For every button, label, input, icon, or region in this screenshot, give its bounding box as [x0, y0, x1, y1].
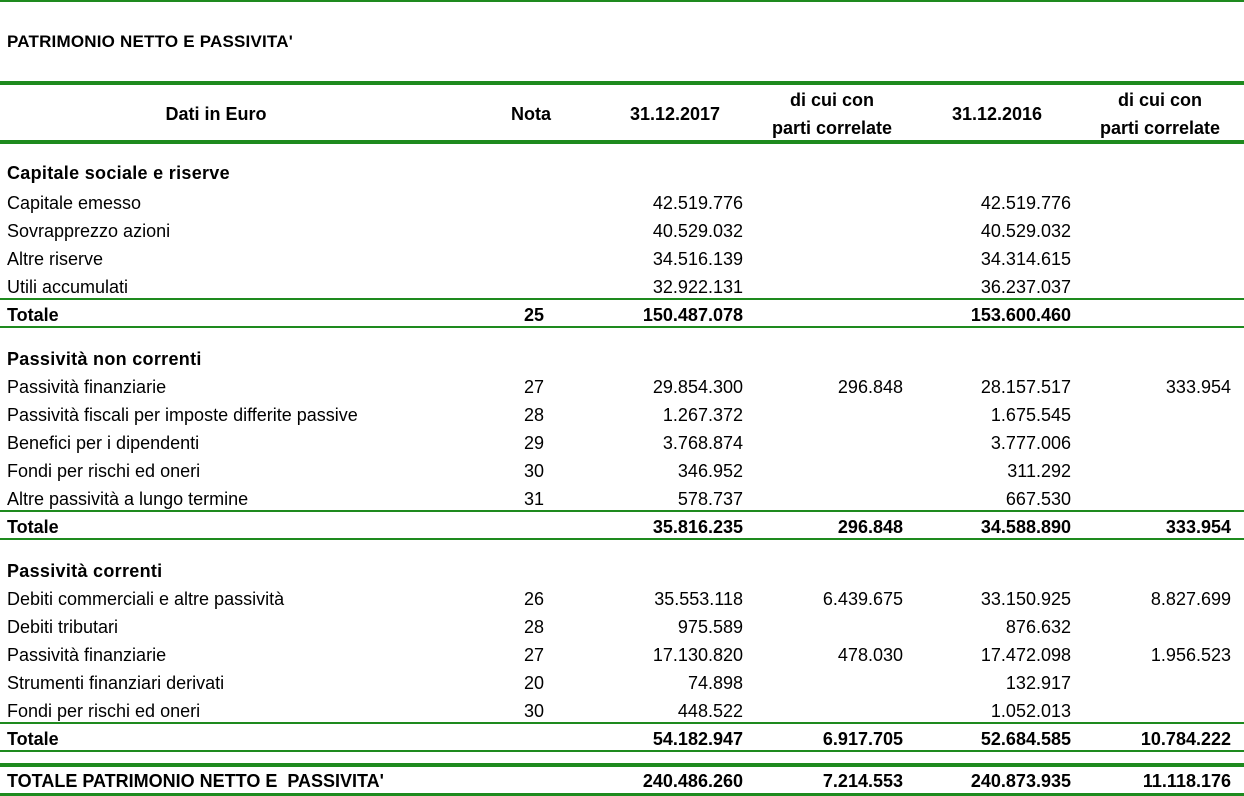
row-value-2016: 311.292: [1007, 461, 1071, 481]
total-label: Totale: [7, 305, 59, 325]
total-top-rule: [0, 298, 1244, 300]
grand-total-row: [0, 767, 1244, 795]
row-nota: 28: [523, 617, 544, 637]
row-nota: 30: [523, 461, 544, 481]
section-heading-label: Passività correnti: [7, 561, 163, 581]
row-value-2016: 3.777.006: [990, 433, 1071, 453]
row-value-2016: 33.150.925: [980, 589, 1071, 609]
row-label: Strumenti finanziari derivati: [7, 673, 225, 693]
table-row: [0, 669, 1244, 697]
header-2016-related-line1: di cui con: [1117, 90, 1202, 110]
header-nota: Nota: [511, 104, 551, 124]
row-nota: 29: [523, 433, 544, 453]
row-label: Passività finanziarie: [7, 645, 167, 665]
row-value-2017: 3.768.874: [662, 433, 743, 453]
row-value-2016: 1.675.545: [990, 405, 1071, 425]
row-label: Passività finanziarie: [7, 377, 167, 397]
row-value-2016: 40.529.032: [980, 221, 1071, 241]
table-row: [0, 613, 1244, 641]
row-value-2017: 40.529.032: [652, 221, 743, 241]
row-label: Utili accumulati: [7, 277, 129, 297]
header-2017-related-line2: parti correlate: [771, 118, 893, 138]
row-value-2016: 876.632: [1005, 617, 1071, 637]
header-2016-related-line2: parti correlate: [1099, 118, 1221, 138]
row-value-2016: 42.519.776: [980, 193, 1071, 213]
total-label: Totale: [7, 517, 59, 537]
row-label: Fondi per rischi ed oneri: [7, 461, 201, 481]
total-bottom-rule: [0, 538, 1244, 540]
row-related-2017: 6.439.675: [822, 589, 903, 609]
row-label: Debiti tributari: [7, 617, 119, 637]
row-value-2017: 35.553.118: [654, 589, 743, 609]
page-title: PATRIMONIO NETTO E PASSIVITA': [7, 32, 293, 51]
row-label: Passività fiscali per imposte differite passive: [7, 405, 358, 425]
total-bottom-rule: [0, 326, 1244, 328]
total-related-2016: 10.784.222: [1140, 729, 1231, 749]
table-row: [0, 585, 1244, 613]
table-row: [0, 245, 1244, 273]
total-related-2017: 6.917.705: [822, 729, 903, 749]
row-nota: 27: [523, 377, 544, 397]
header-dati-in-euro: Dati in Euro: [165, 104, 267, 124]
row-related-2016: 8.827.699: [1150, 589, 1231, 609]
total-value-2017: 150.487.078: [642, 305, 743, 325]
row-value-2016: 1.052.013: [990, 701, 1071, 721]
row-value-2016: 17.472.098: [980, 645, 1071, 665]
row-value-2017: 32.922.131: [652, 277, 743, 297]
grand-total-label: TOTALE PATRIMONIO NETTO E PASSIVITA': [7, 771, 384, 791]
table-row: [0, 429, 1244, 457]
table-row: [0, 189, 1244, 217]
row-value-2016: 667.530: [1005, 489, 1071, 509]
section-heading: [0, 159, 1244, 187]
row-label: Capitale emesso: [7, 193, 142, 213]
grand-total-related-2017: 7.214.553: [822, 771, 903, 791]
row-related-2016: 1.956.523: [1150, 645, 1231, 665]
row-value-2017: 578.737: [677, 489, 743, 509]
total-bottom-rule: [0, 750, 1244, 752]
total-row: [0, 725, 1244, 753]
row-label: Altre passività a lungo termine: [7, 489, 249, 509]
total-nota: 25: [523, 305, 544, 325]
row-nota: 26: [523, 589, 544, 609]
table-row: [0, 457, 1244, 485]
row-nota: 28: [523, 405, 544, 425]
total-value-2016: 52.684.585: [980, 729, 1071, 749]
total-row: [0, 301, 1244, 329]
header-31-12-2017: 31.12.2017: [629, 104, 721, 124]
total-value-2017: 35.816.235: [652, 517, 743, 537]
row-value-2017: 42.519.776: [652, 193, 743, 213]
table-row: [0, 217, 1244, 245]
row-related-2017: 296.848: [837, 377, 903, 397]
row-nota: 31: [523, 489, 544, 509]
row-value-2017: 74.898: [687, 673, 743, 693]
row-label: Altre riserve: [7, 249, 104, 269]
total-value-2017: 54.182.947: [652, 729, 743, 749]
total-top-rule: [0, 722, 1244, 724]
row-related-2017: 478.030: [837, 645, 903, 665]
table-row: [0, 401, 1244, 429]
total-related-2017: 296.848: [837, 517, 903, 537]
row-label: Debiti commerciali e altre passività: [7, 589, 285, 609]
section-heading: [0, 557, 1244, 585]
header-top-rule: [0, 81, 1244, 85]
header-31-12-2016: 31.12.2016: [951, 104, 1043, 124]
row-nota: 27: [523, 645, 544, 665]
row-label: Fondi per rischi ed oneri: [7, 701, 201, 721]
top-rule: [0, 0, 1244, 2]
row-label: Sovrapprezzo azioni: [7, 221, 171, 241]
header-2017-related-line1: di cui con: [789, 90, 874, 110]
grand-total-related-2016: 11.118.176: [1142, 771, 1231, 791]
row-label: Benefici per i dipendenti: [7, 433, 200, 453]
total-related-2016: 333.954: [1165, 517, 1231, 537]
total-label: Totale: [7, 729, 59, 749]
row-value-2016: 132.917: [1005, 673, 1071, 693]
row-value-2017: 29.854.300: [652, 377, 743, 397]
row-nota: 30: [523, 701, 544, 721]
table-row: [0, 641, 1244, 669]
row-related-2016: 333.954: [1165, 377, 1231, 397]
total-top-rule: [0, 510, 1244, 512]
row-value-2016: 34.314.615: [980, 249, 1071, 269]
row-value-2017: 17.130.820: [652, 645, 743, 665]
row-nota: 20: [523, 673, 544, 693]
header-bottom-rule: [0, 140, 1244, 144]
table-row: [0, 273, 1244, 301]
row-value-2017: 448.522: [677, 701, 743, 721]
total-row: [0, 513, 1244, 541]
row-value-2017: 975.589: [677, 617, 743, 637]
total-value-2016: 153.600.460: [970, 305, 1071, 325]
row-value-2017: 346.952: [677, 461, 743, 481]
total-value-2016: 34.588.890: [980, 517, 1071, 537]
row-value-2017: 1.267.372: [662, 405, 743, 425]
table-row: [0, 697, 1244, 725]
row-value-2016: 28.157.517: [980, 377, 1071, 397]
grand-total-value-2016: 240.873.935: [970, 771, 1071, 791]
section-heading-label: Capitale sociale e riserve: [7, 163, 230, 183]
section-heading-label: Passività non correnti: [7, 349, 202, 369]
row-value-2016: 36.237.037: [980, 277, 1071, 297]
section-heading: [0, 345, 1244, 373]
table-row: [0, 373, 1244, 401]
table-row: [0, 485, 1244, 513]
row-value-2017: 34.516.139: [652, 249, 743, 269]
grand-total-value-2017: 240.486.260: [642, 771, 743, 791]
